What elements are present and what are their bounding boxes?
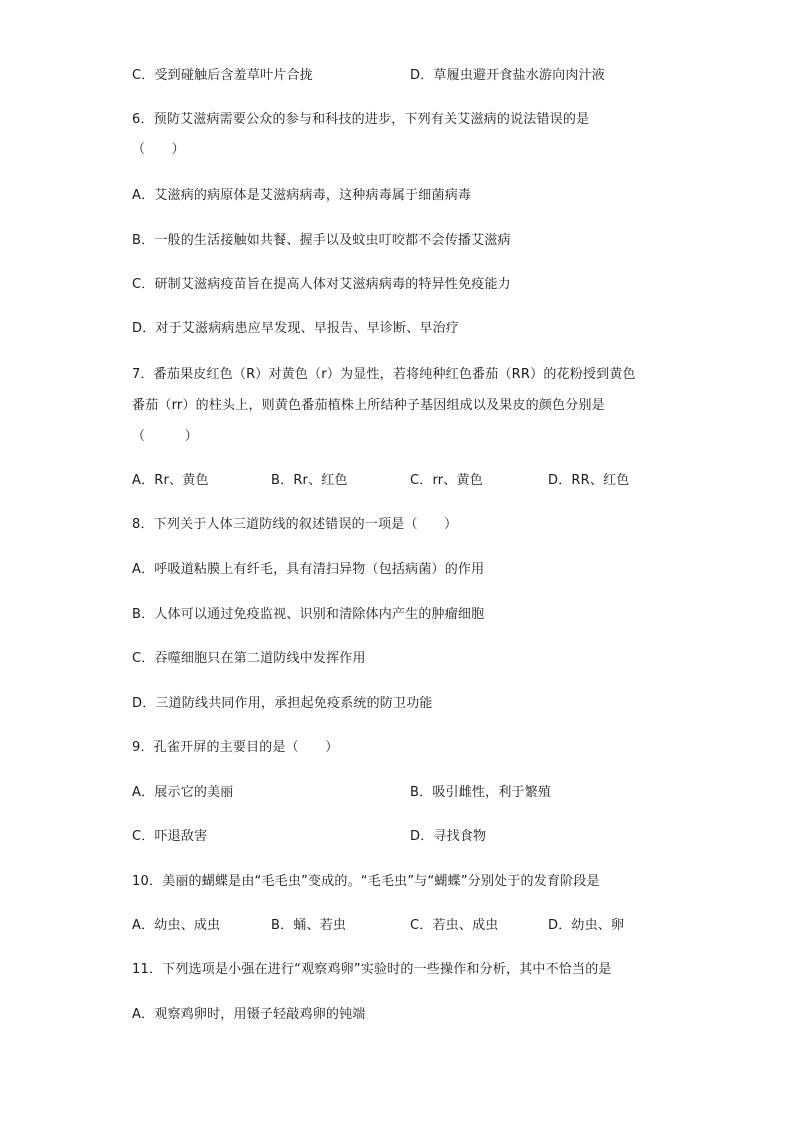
q10-option-c: C．若虫、成虫 [410, 918, 499, 933]
q7-stem-line1: 7．番茄果皮红色（R）对黄色（r）为显性，若将纯种红色番茄（RR）的花粉授到黄色 [132, 367, 636, 382]
q7-option-d: D．RR、红色 [548, 473, 630, 488]
q7-option-c: C．rr、黄色 [410, 473, 483, 488]
q7-stem-line2: 番茄（rr）的柱头上，则黄色番茄植株上所结种子基因组成以及果皮的颜色分别是 [132, 398, 605, 413]
q8-option-a: A．呼吸道粘膜上有纤毛，具有清扫异物（包括病菌）的作用 [132, 562, 485, 577]
q10-option-a: A．幼虫、成虫 [132, 918, 221, 933]
q9-option-a: A．展示它的美丽 [132, 785, 234, 800]
q9-option-c: C．吓退敌害 [132, 829, 208, 844]
q9-option-d: D．寻找食物 [410, 829, 487, 844]
q11-stem: 11．下列选项是小强在进行“观察鸡卵”实验时的一些操作和分析，其中不恰当的是 [132, 962, 612, 977]
q10-option-b: B．蛹、若虫 [271, 918, 347, 933]
q8-option-d: D．三道防线共同作用，承担起免疫系统的防卫功能 [132, 696, 433, 711]
q9-option-b: B．吸引雌性，利于繁殖 [410, 785, 552, 800]
q5-option-d: D．草履虫避开食盐水游向肉汁液 [410, 68, 606, 83]
q6-option-d: D．对于艾滋病病患应早发现、早报告、早诊断、早治疗 [132, 321, 460, 336]
q10-option-d: D．幼虫、卵 [548, 918, 625, 933]
q6-option-a: A．艾滋病的病原体是艾滋病病毒，这种病毒属于细菌病毒 [132, 188, 472, 203]
q5-option-c: C．受到碰触后含羞草叶片合拢 [132, 68, 313, 83]
q7-option-b: B．Rr、红色 [271, 473, 348, 488]
q8-option-b: B．人体可以通过免疫监视、识别和清除体内产生的肿瘤细胞 [132, 607, 485, 622]
q7-option-a: A．Rr、黄色 [132, 473, 209, 488]
q6-option-c: C．研制艾滋病疫苗旨在提高人体对艾滋病病毒的特异性免疫能力 [132, 277, 511, 292]
q10-stem: 10．美丽的蝴蝶是由“毛毛虫”变成的。“毛毛虫”与“蝴蝶”分别处于的发育阶段是 [132, 874, 600, 889]
q7-answer-paren: （ ） [132, 429, 199, 444]
q8-stem: 8．下列关于人体三道防线的叙述错误的一项是（ ） [132, 517, 458, 532]
q8-option-c: C．吞噬细胞只在第二道防线中发挥作用 [132, 651, 366, 666]
q6-stem: 6．预防艾滋病需要公众的参与和科技的进步，下列有关艾滋病的说法错误的是 [132, 112, 590, 127]
q11-option-a: A．观察鸡卵时，用镊子轻敲鸡卵的钝端 [132, 1007, 366, 1022]
q6-option-b: B．一般的生活接触如共餐、握手以及蚊虫叮咬都不会传播艾滋病 [132, 233, 511, 248]
q6-answer-paren: （ ） [132, 142, 185, 157]
q9-stem: 9．孔雀开屏的主要目的是（ ） [132, 740, 339, 755]
